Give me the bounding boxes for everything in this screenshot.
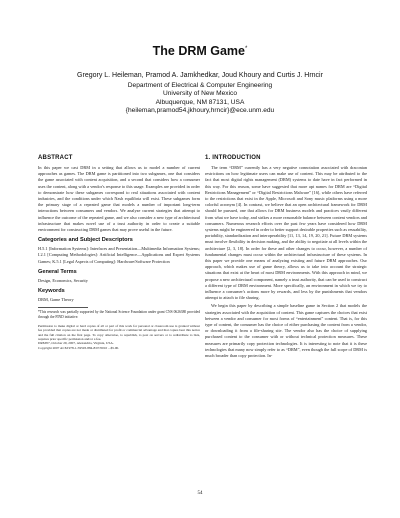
abstract-heading: ABSTRACT xyxy=(38,155,73,161)
affiliation-university: University of New Mexico xyxy=(162,90,237,98)
abstract-text: In this paper we cast DRM in a setting that allows us to model a number of current approaches as games. The DRM game is partitioned into two subgames, one that considers the game associated with content acquisition, and a second that considers how a consumer uses the content, along with a vendor's response to this usage. Examples are provided in order to demonstrate how these subgames correspond to real situations associated with content industries, and the conditions under which Nash equilibria will exist. These subgames form the primary stage of a repeated game that models a number of important long-term interactions between consumers and vendors. We analyze current strategies that attempt to influence the outcome of the repeated game, and we also consider a new type of architectural infrastructure that makes novel use of a trust authority in order to create a suitable environment for constructing DRM games that may prove useful in the future. xyxy=(38,165,200,233)
title-footnote-mark: * xyxy=(245,45,248,52)
affiliation-city: Albuquerque, NM 87131, USA xyxy=(155,98,245,106)
author-emails: {heileman,pramod54,jkhoury,hrncir}@ece.unm.edu xyxy=(125,107,275,115)
categories-heading: Categories and Subject Descriptors xyxy=(38,237,133,244)
left-column xyxy=(38,154,200,350)
general-terms-text: Design, Economics, Security xyxy=(38,277,88,283)
permission-notice: Permission to make digital or hard copies of all or part of this work for personal or classroom use is granted without fee provided that copies are not made or distributed for profit or commercial advantage and that copies bear this notice and the full citation on the first page. To copy otherwise, to republish, to post on servers or to redistribute to lists, requires prior specific permission and/or a fee. xyxy=(38,323,200,342)
keywords-text: DRM, Game Theory xyxy=(38,297,74,303)
funding-footnote: *This research was partially supported by the National Science Foundation under grant CNS 0626380 provided through the FIND initiative. xyxy=(38,310,200,320)
page-number: 54 xyxy=(197,491,203,496)
introduction-paragraph-2: We begin this paper by describing a simple baseline game in Section 2 that models the strategies associated with the acquisition of content. This game captures the choices that exist between a vendor and consumer for most forms of “entertainment” content. That is, for this type of content, the consumer has the choice of either purchasing the content from a vendor, or downloading it from a file-sharing site. The vendor also has the choice of supplying purchased content to the consumer with or without technical protection measures. These measures are primarily copy protection technologies. It is interesting to note that it is these technologies that many now simply refer to as “DRM”, even though the full scope of DRM is much broader than copy protection. In- xyxy=(205,303,367,359)
author-names: Gregory L. Heileman, Pramod A. Jamkhedkar, Joud Khoury and Curtis J. Hrncir xyxy=(77,72,323,79)
categories-text: H.5.1 [Information Systems]: Interfaces and Presentation—Multimedia Information Systems; I.2.1 [Computing Methodologies]: Artificial Intelligence—Applications and Expert Systems Games; K.5.1 [Legal Aspects of Computing]: Hardware/Software Protection xyxy=(38,246,200,264)
affiliation-department: Department of Electrical & Computer Engineering xyxy=(127,81,273,89)
footnote-divider xyxy=(38,307,88,308)
right-column xyxy=(205,154,367,361)
general-terms-heading: General Terms xyxy=(38,268,77,275)
paper-title: The DRM Game* xyxy=(152,44,248,58)
copyright-line: Copyright 2007 ACM 978-1-59593-884-8/07/0010 ...$5.00. xyxy=(38,345,120,350)
introduction-paragraph-1: The term “DRM” currently has a very negative connotation associated with draconian restrictions on how legitimate users can make use of content. This may be attributed to the fact that most digital rights management (DRM) systems to date have in fact performed in this way. For this reason, some have suggested that more apt names for DRM are “Digital Restrictions Management” or “Digital Restrictions Malware” [16], while others have referred to the restrictions that exist in the Apple, Microsoft and Sony music platforms using a more colorful acronym [4]. In contrast, we believe that an open architectural framework for DRM should be pursued, one that allows for DRM business models and practices vastly different from what we have today, and strikes a more reasonable balance between content vendors and consumers. Numerous research efforts over the past few years have considered how DRM systems might be engineered in order to better support desirable properties such as reusability, portability, standardization and interoperability [11, 13, 14, 19, 20, 21]. Future DRM systems must involve flexibility in decision making, and the ability to negotiate at all levels within the architecture [2, 3, 18]. In order for these and other changes to occur, however, a number of fundamental changes must occur within the architectural infrastructure of these systems. In this paper we provide one means of analyzing existing and future DRM approaches. Our approach, which makes use of game theory, allows us to take into account the strategic situations that exist at the heart of most DRM environments. With this approach in mind, we propose a new architectural component, namely a trust authority, that can be used to construct a different type of DRM environment. More specifically, an environment in which we try to influence a consumer's actions more by rewards, and less by the punishments that vendors attempt to attach to file sharing. xyxy=(205,165,368,301)
introduction-heading: 1. INTRODUCTION xyxy=(205,155,261,161)
keywords-heading: Keywords xyxy=(38,288,65,295)
author-block xyxy=(0,72,400,116)
conference-info: DRM'07, October 29, 2007, Alexandria, Virginia, USA. xyxy=(38,341,114,346)
